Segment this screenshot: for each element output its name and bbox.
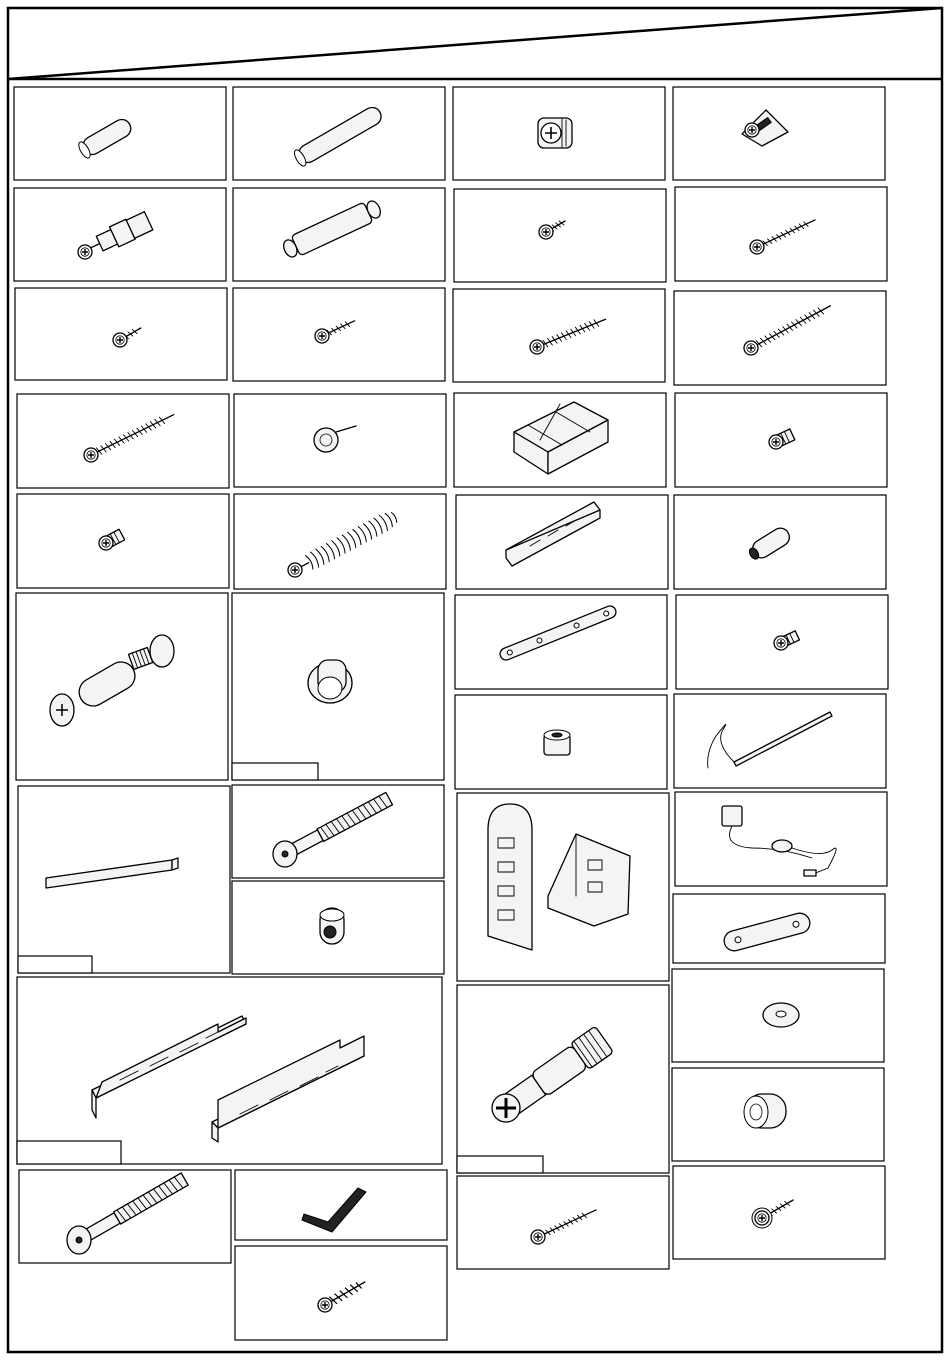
part-countersunk-screw xyxy=(457,1176,669,1269)
part-screw-long-a xyxy=(453,289,665,382)
part-screw-small-b xyxy=(233,288,445,381)
part-mending-plate xyxy=(455,595,667,689)
part-connector-bolt-xl xyxy=(19,1170,231,1263)
part-cross-dowel xyxy=(232,881,444,974)
part-screw-long-c xyxy=(17,394,229,488)
part-bushing xyxy=(672,1068,884,1161)
part-washer-screw xyxy=(673,1166,885,1259)
header-diagonal xyxy=(8,8,942,79)
part-spacer xyxy=(455,695,667,789)
part-drawer-slides xyxy=(17,977,442,1164)
part-power-adapter xyxy=(675,792,887,886)
part-cam-lock xyxy=(453,87,665,180)
part-machine-screw xyxy=(676,595,888,689)
part-corner-block xyxy=(454,393,666,487)
part-leg-connector xyxy=(457,985,669,1173)
part-wood-dowel-short xyxy=(14,87,226,180)
part-washer xyxy=(672,969,884,1062)
part-cam-bolt-dowel xyxy=(14,188,226,281)
part-angle-bracket xyxy=(456,495,668,589)
part-aluminium-bar xyxy=(18,786,230,973)
part-threaded-sleeve xyxy=(674,495,886,589)
part-screw-small-a xyxy=(15,288,227,380)
part-flange-bushing-tab xyxy=(232,763,318,780)
part-link-plate xyxy=(673,894,885,963)
part-allen-key xyxy=(235,1170,447,1240)
part-double-dowel xyxy=(233,188,445,281)
part-drawer-slides-tab xyxy=(17,1141,121,1164)
part-euro-screw-b xyxy=(17,494,229,588)
part-screw-long-b xyxy=(674,291,886,385)
part-euro-screw-a xyxy=(675,393,887,487)
part-connector-bolt-nut xyxy=(16,593,228,780)
part-connector-bolt-long xyxy=(232,785,444,878)
part-screw-medium xyxy=(675,187,887,281)
part-screw-tiny xyxy=(454,189,666,282)
part-confirmat-screw xyxy=(234,494,446,589)
part-corner-bracket-screw xyxy=(673,87,885,180)
part-wood-dowel-long xyxy=(233,87,445,180)
part-shelf-pin xyxy=(234,394,446,487)
part-led-strip xyxy=(674,694,886,788)
part-flange-bushing xyxy=(232,593,444,780)
part-aluminium-bar-tab xyxy=(18,956,92,973)
part-leg-connector-tab xyxy=(457,1156,543,1173)
part-wall-rail-bracket xyxy=(457,793,669,981)
part-chipboard-screw xyxy=(235,1246,447,1340)
